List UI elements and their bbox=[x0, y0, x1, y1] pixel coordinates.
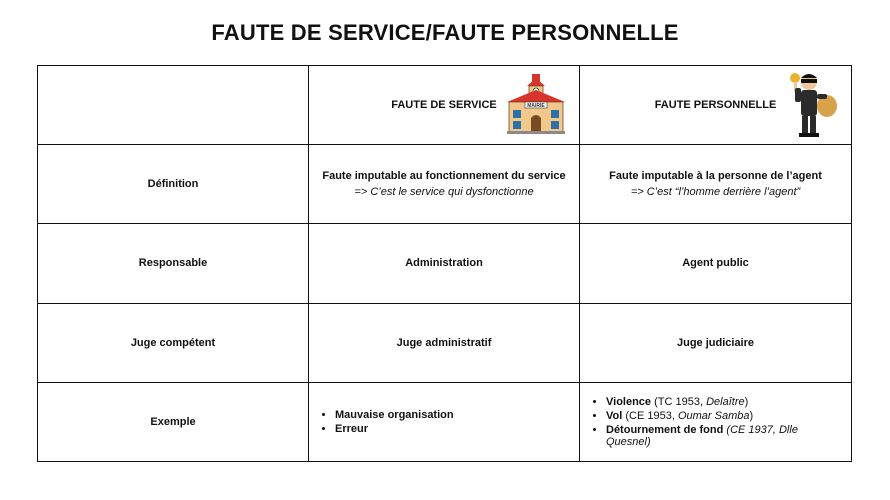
definition-service-cell bbox=[309, 145, 580, 224]
header-service-label: FAUTE DE SERVICE bbox=[391, 99, 497, 112]
header-personnelle-label: FAUTE PERSONNELLE bbox=[654, 99, 777, 112]
list-item bbox=[606, 424, 843, 448]
definition-service-main: Faute imputable au fonctionnement du service bbox=[322, 170, 566, 183]
header-empty-cell bbox=[38, 66, 309, 145]
row-label-juge: Juge compétent bbox=[38, 303, 309, 382]
list-item bbox=[606, 396, 843, 408]
town-hall-icon bbox=[505, 72, 567, 134]
table-row bbox=[38, 303, 852, 382]
row-label-definition: Définition bbox=[38, 145, 309, 224]
row-label-exemple: Exemple bbox=[38, 382, 309, 461]
item-italic: Delaître bbox=[706, 395, 745, 408]
juge-personnelle: Juge judiciaire bbox=[580, 303, 852, 382]
table-row bbox=[38, 145, 852, 224]
definition-personnelle-cell bbox=[580, 145, 852, 224]
definition-service-sub: => C’est le service qui dysfonctionne bbox=[354, 186, 534, 199]
header-faute-personnelle bbox=[580, 66, 852, 145]
definition-personnelle-sub: => C’est “l’homme derrière l’agent” bbox=[630, 186, 801, 199]
header-faute-de-service bbox=[309, 66, 580, 145]
item-tail: ) bbox=[749, 409, 754, 422]
exemple-service-list bbox=[317, 407, 454, 437]
item-italic: Oumar Samba bbox=[677, 409, 750, 422]
exemple-service-cell bbox=[309, 382, 580, 461]
item-bold: Violence bbox=[606, 395, 652, 408]
item-plain: (CE 1953, bbox=[622, 409, 678, 422]
responsable-personnelle: Agent public bbox=[580, 224, 852, 303]
page-title: FAUTE DE SERVICE/FAUTE PERSONNELLE bbox=[211, 20, 679, 45]
table-row bbox=[38, 382, 852, 461]
definition-personnelle-main: Faute imputable à la personne de l’agent bbox=[609, 170, 822, 183]
item-bold: Vol bbox=[606, 409, 623, 422]
item-bold: Détournement de fond bbox=[606, 423, 724, 436]
header-row bbox=[38, 66, 852, 145]
exemple-personnelle-list bbox=[588, 394, 843, 450]
exemple-personnelle-cell bbox=[580, 382, 852, 461]
table-row bbox=[38, 224, 852, 303]
item-italic: (CE 1937, Dlle Quesnel) bbox=[606, 423, 798, 448]
list-item bbox=[606, 410, 843, 422]
responsable-service: Administration bbox=[309, 224, 580, 303]
list-item: • Mauvaise organisation bbox=[335, 409, 454, 421]
comparison-table bbox=[37, 65, 852, 462]
list-item: • Erreur bbox=[335, 423, 454, 435]
mairie-sign-text: MAIRIE bbox=[527, 103, 545, 109]
item-tail: ) bbox=[744, 395, 749, 408]
thief-icon bbox=[783, 70, 839, 138]
item-plain: (TC 1953, bbox=[651, 395, 707, 408]
row-label-responsable: Responsable bbox=[38, 224, 309, 303]
juge-service: Juge administratif bbox=[309, 303, 580, 382]
